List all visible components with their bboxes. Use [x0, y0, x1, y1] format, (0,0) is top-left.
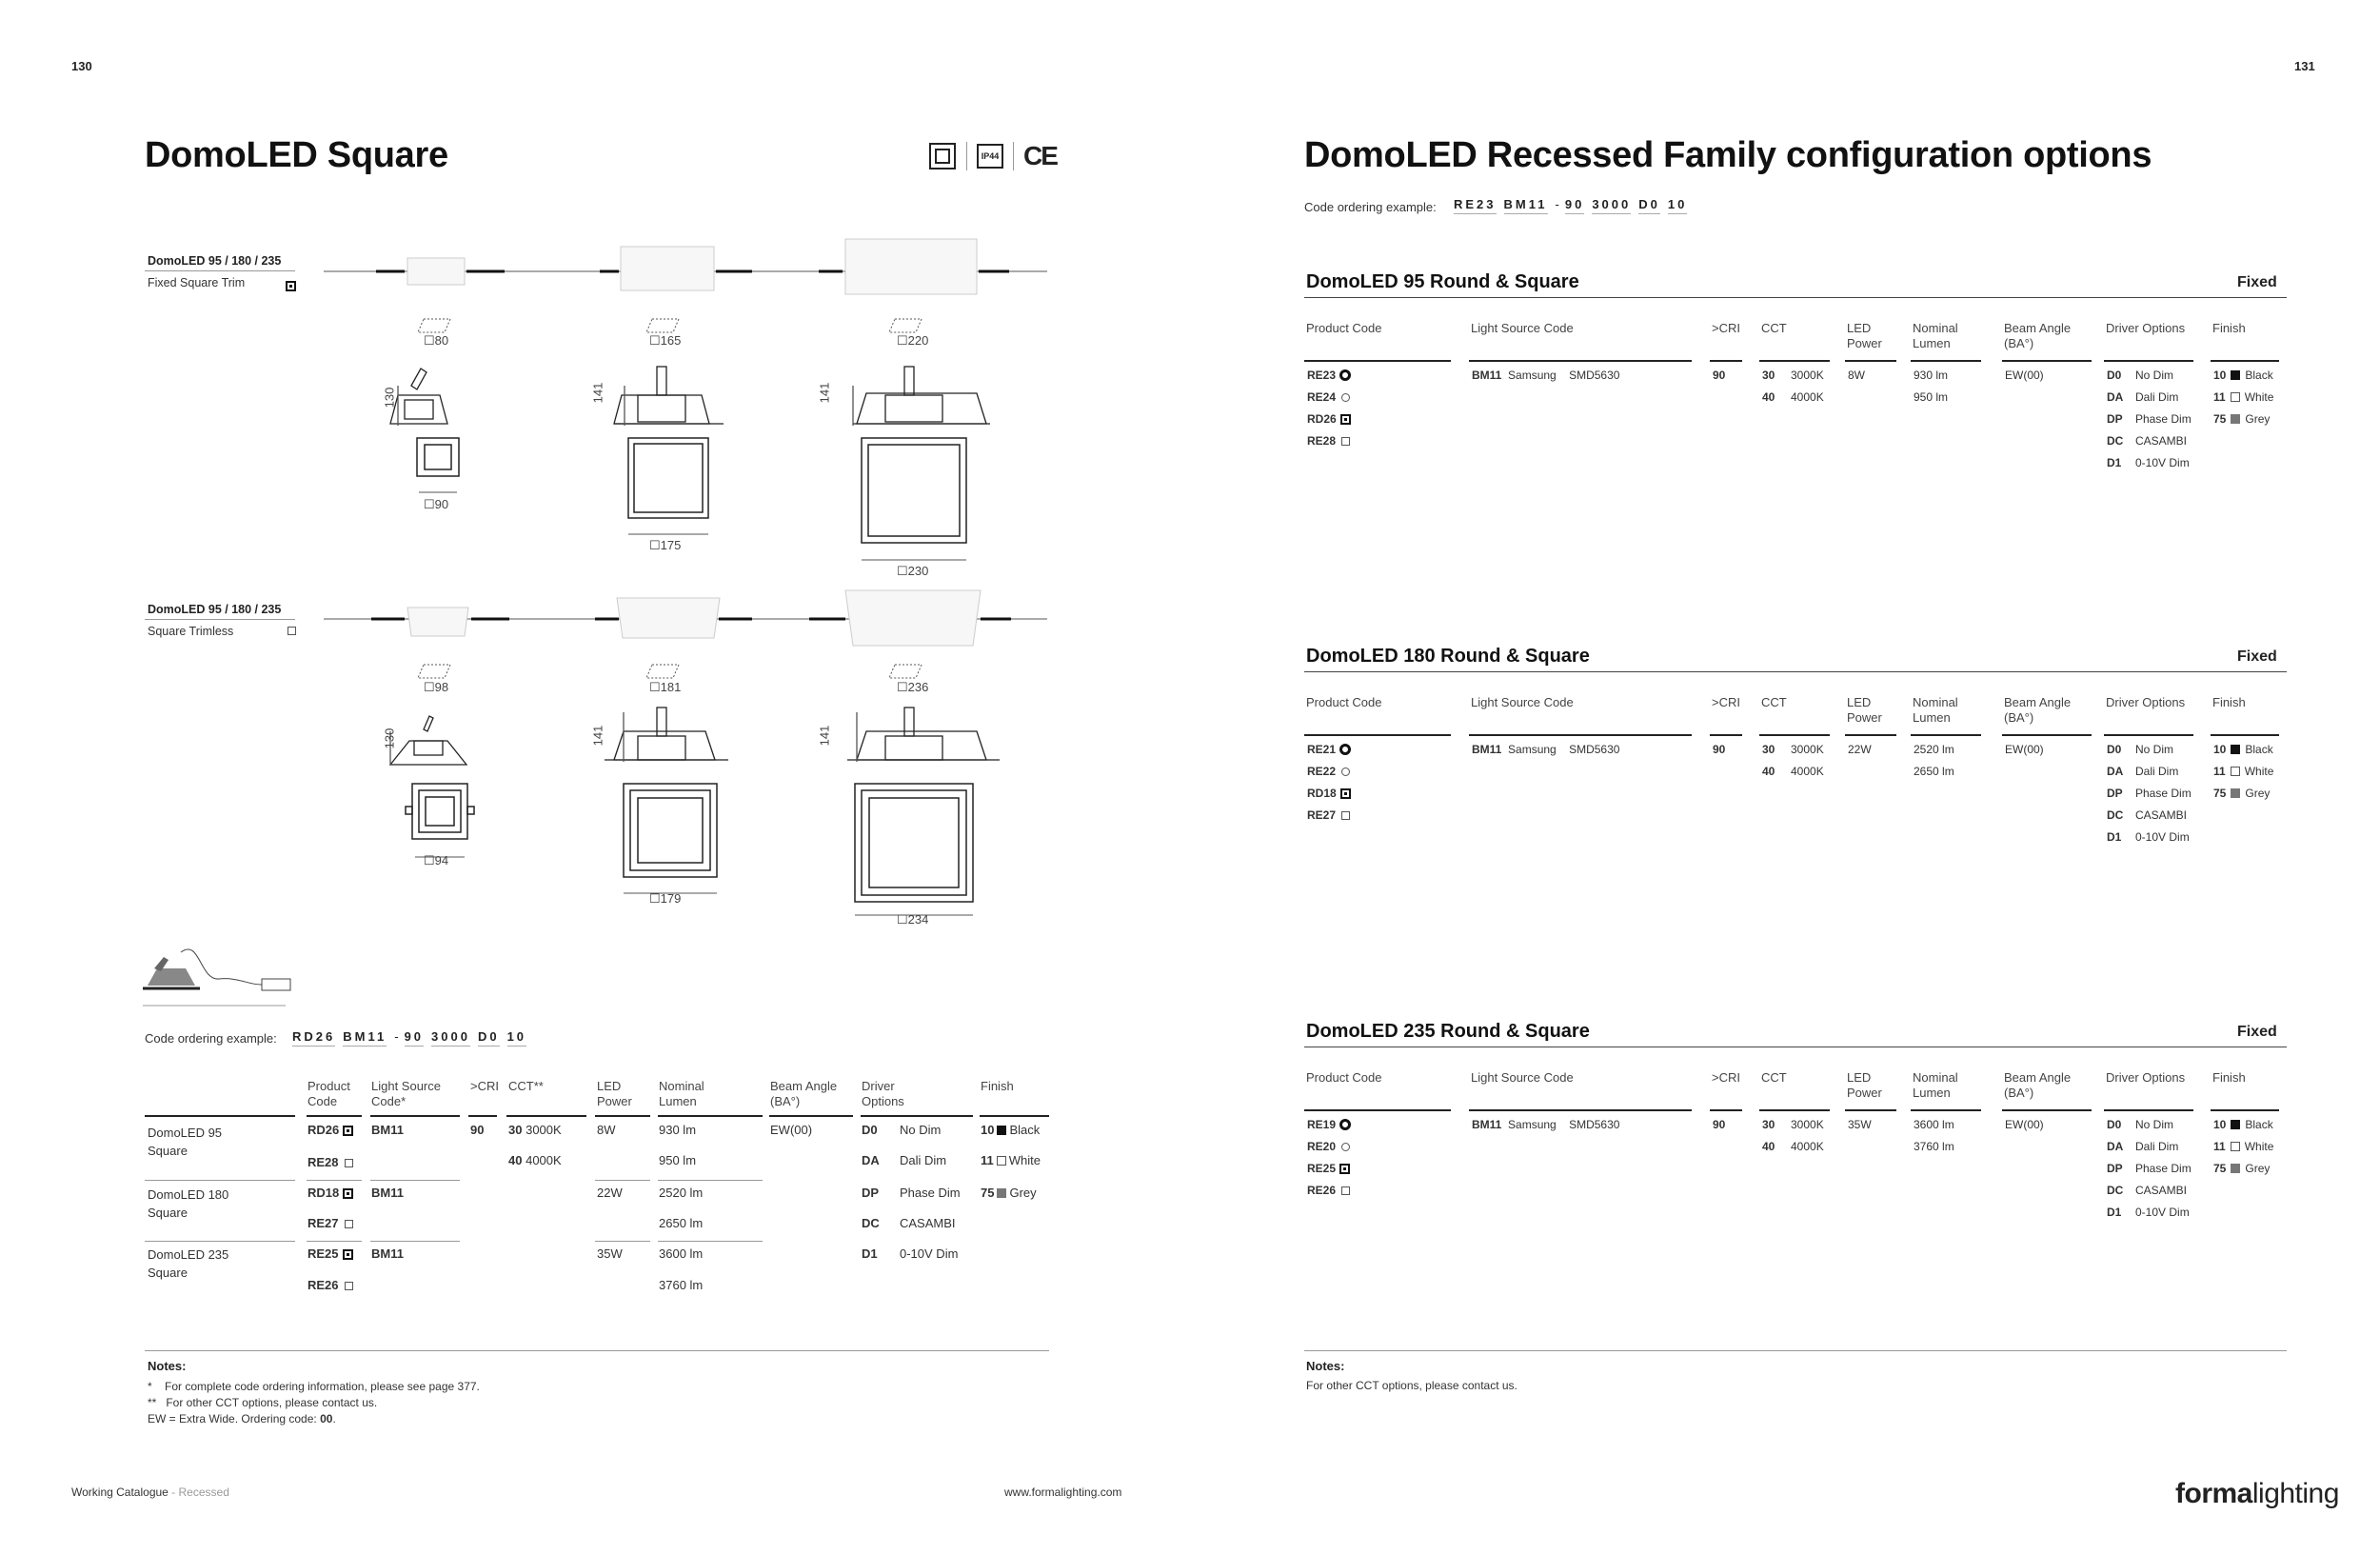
dim2-h3: 141 — [817, 725, 832, 747]
dim2-w1: ☐94 — [424, 853, 449, 867]
driver-option: D0 No Dim — [2107, 743, 2174, 756]
square-icon — [1340, 788, 1351, 799]
code-label-right: Code ordering example: — [1304, 200, 1437, 214]
light-source: BM11 Samsung SMD5630 — [1472, 369, 1620, 382]
beam-angle: EW(00) — [2005, 1118, 2044, 1131]
beam-angle: EW(00) — [2005, 743, 2044, 756]
black-swatch — [2231, 745, 2240, 754]
code-part: RE23 — [1454, 197, 1497, 214]
lh-cri: >CRI — [470, 1079, 499, 1093]
product1-name: DomoLED 95 / 180 / 235 — [148, 254, 282, 268]
dim1-c: ☐220 — [897, 333, 929, 348]
square-trim-icon — [343, 1188, 353, 1199]
code-part: BM11 — [1504, 197, 1548, 214]
row-family: DomoLED 235 Square — [148, 1247, 229, 1280]
fixed-label: Fixed — [2237, 648, 2277, 665]
page-number-left: 130 — [71, 59, 92, 73]
led-power: 22W — [1848, 743, 1872, 756]
finish-option: 11 White — [2213, 1140, 2274, 1153]
black-swatch — [2231, 370, 2240, 380]
ce-icon: CE — [1023, 141, 1057, 170]
square-trim-icon — [343, 1249, 353, 1260]
lumen: 2520 lm — [659, 1186, 704, 1200]
finish-option: 10 Black — [2213, 743, 2273, 756]
product-code: RE23 — [1307, 369, 1351, 382]
cct-value: 40 4000K — [1762, 1140, 1824, 1153]
product-code: RE28 — [307, 1155, 353, 1169]
product-code: RD26 — [307, 1123, 353, 1137]
product-code: RE22 — [1307, 765, 1350, 778]
table-header: LED Power — [1847, 1070, 1882, 1100]
table-header: Beam Angle (BA°) — [2004, 1070, 2072, 1100]
dim2-a: ☐98 — [424, 680, 449, 694]
code-dash: - — [1555, 197, 1559, 211]
driver-option: D1 0-10V Dim — [2107, 1206, 2190, 1219]
lh-finish: Finish — [981, 1079, 1014, 1093]
lumen: 3760 lm — [659, 1278, 704, 1292]
product-code: RE28 — [1307, 434, 1350, 448]
product-code: RE26 — [1307, 1184, 1350, 1197]
table-header: >CRI — [1712, 321, 1740, 335]
table-header: Light Source Code — [1471, 695, 1574, 709]
cct-value: 30 3000K — [1762, 369, 1824, 382]
round-icon — [1339, 744, 1351, 755]
driver-option: D0 No Dim — [2107, 369, 2174, 382]
lumen: 950 lm — [1914, 390, 1949, 404]
white-swatch — [2231, 767, 2240, 776]
code-part: 90 — [405, 1029, 424, 1047]
dim1-b: ☐165 — [649, 333, 682, 348]
installation-sketch — [143, 943, 295, 1009]
cri-value: 90 — [1713, 1118, 1726, 1131]
driver-option: D1 0-10V Dim — [862, 1246, 959, 1261]
lumen: 2520 lm — [1914, 743, 1954, 756]
round-icon — [1341, 393, 1350, 402]
code-part: 90 — [1565, 197, 1584, 214]
lh-light-source: Light Source Code* — [371, 1079, 441, 1108]
round-icon — [1341, 1143, 1350, 1151]
driver-option: DC CASAMBI — [2107, 808, 2188, 822]
cri-value: 90 — [470, 1123, 485, 1137]
cct-value: 30 3000K — [1762, 743, 1824, 756]
table-header: Beam Angle (BA°) — [2004, 695, 2072, 725]
driver-option: D1 0-10V Dim — [2107, 456, 2190, 469]
square-icon — [1339, 1164, 1350, 1174]
driver-option: D1 0-10V Dim — [2107, 830, 2190, 844]
ip44-icon: IP44 — [977, 144, 1003, 169]
square-icon — [1341, 437, 1350, 446]
square-icon — [1341, 811, 1350, 820]
white-swatch — [2231, 392, 2240, 402]
finish-option: 75 Grey — [2213, 412, 2271, 426]
lumen: 3600 lm — [659, 1246, 704, 1261]
lumen: 930 lm — [659, 1123, 697, 1137]
table-header: Finish — [2212, 1070, 2246, 1085]
product-code: RD26 — [1307, 412, 1351, 426]
dim1-h2: 141 — [590, 382, 605, 404]
product2-name: DomoLED 95 / 180 / 235 — [148, 603, 282, 616]
lh-lumen: Nominal Lumen — [659, 1079, 704, 1108]
cct-value: 40 4000K — [1762, 390, 1824, 404]
code-dash: - — [394, 1029, 399, 1044]
driver-option: D0 No Dim — [862, 1123, 942, 1137]
product-code: RE26 — [307, 1278, 353, 1292]
code-part: RD26 — [292, 1029, 335, 1047]
table-header: Nominal Lumen — [1913, 321, 1958, 350]
dim1-w1: ☐90 — [424, 497, 449, 511]
driver-option: DC CASAMBI — [2107, 1184, 2188, 1197]
product-code: RE24 — [1307, 390, 1350, 404]
beam-angle: EW(00) — [2005, 369, 2044, 382]
code-example-right — [1454, 197, 1695, 214]
row-family: DomoLED 180 Square — [148, 1187, 229, 1220]
beam-angle: EW(00) — [770, 1123, 813, 1137]
section-title: DomoLED 235 Round & Square — [1306, 1021, 1590, 1042]
table-header: Product Code — [1306, 1070, 1382, 1085]
driver-option: DC CASAMBI — [862, 1216, 956, 1230]
table-header: Product Code — [1306, 695, 1382, 709]
black-swatch — [997, 1126, 1006, 1135]
table-header: >CRI — [1712, 695, 1740, 709]
section-title: DomoLED 180 Round & Square — [1306, 646, 1590, 667]
code-part: 3000 — [431, 1029, 470, 1047]
dim2-b: ☐181 — [649, 680, 682, 694]
cri-value: 90 — [1713, 369, 1726, 382]
table-header: LED Power — [1847, 321, 1882, 350]
led-power: 8W — [1848, 369, 1865, 382]
dim1-a: ☐80 — [424, 333, 449, 348]
cct-value: 40 4000K — [1762, 765, 1824, 778]
lumen: 3760 lm — [1914, 1140, 1954, 1153]
lh-cct: CCT** — [508, 1079, 544, 1093]
dim1-w3: ☐230 — [897, 564, 929, 578]
lh-beam: Beam Angle (BA°) — [770, 1079, 838, 1108]
grey-swatch — [997, 1188, 1006, 1198]
lh-product-code: Product Code — [307, 1079, 350, 1108]
page-title-left: DomoLED Square — [145, 135, 448, 175]
dim2-h1: 130 — [382, 728, 397, 749]
section-title: DomoLED 95 Round & Square — [1306, 271, 1579, 292]
driver-option: DA Dali Dim — [2107, 1140, 2179, 1153]
dim2-h2: 141 — [590, 725, 605, 747]
square-trimless-icon — [345, 1159, 353, 1167]
round-icon — [1339, 1119, 1351, 1130]
lumen: 930 lm — [1914, 369, 1949, 382]
square-trim-icon — [286, 281, 296, 291]
code-part: D0 — [478, 1029, 500, 1047]
table-header: Driver Options — [2106, 695, 2186, 709]
notes-title-left: Notes: — [148, 1359, 187, 1373]
code-part: 3000 — [1592, 197, 1631, 214]
lumen: 2650 lm — [659, 1216, 704, 1230]
product-code: RE27 — [307, 1216, 353, 1230]
led-power: 35W — [597, 1246, 623, 1261]
driver-option: DP Phase Dim — [2107, 412, 2192, 426]
dim2-c: ☐236 — [897, 680, 929, 694]
round-icon — [1339, 369, 1351, 381]
product1-trim: Fixed Square Trim — [148, 276, 246, 289]
table-header: Product Code — [1306, 321, 1382, 335]
product-code: RD18 — [307, 1186, 353, 1200]
code-part: D0 — [1638, 197, 1660, 214]
light-source: BM11 Samsung SMD5630 — [1472, 743, 1620, 756]
product-code: RD18 — [1307, 787, 1351, 800]
finish-option: 11 White — [2213, 390, 2274, 404]
white-swatch — [2231, 1142, 2240, 1151]
dim2-w2: ☐179 — [649, 891, 682, 906]
cct-value: 30 3000K — [1762, 1118, 1824, 1131]
product1-drawings — [324, 233, 1057, 586]
grey-swatch — [2231, 414, 2240, 424]
driver-option: DP Phase Dim — [2107, 787, 2192, 800]
led-power: 8W — [597, 1123, 616, 1137]
lh-led-power: LED Power — [597, 1079, 632, 1108]
table-header: Light Source Code — [1471, 1070, 1574, 1085]
round-icon — [1341, 768, 1350, 776]
dim1-h1: 130 — [382, 387, 397, 409]
table-header: Nominal Lumen — [1913, 1070, 1958, 1100]
class-ii-icon — [928, 142, 957, 170]
square-icon — [1341, 1186, 1350, 1195]
code-part: 10 — [1668, 197, 1687, 214]
table-header: CCT — [1761, 321, 1787, 335]
lumen: 3600 lm — [1914, 1118, 1954, 1131]
code-example-left — [292, 1029, 534, 1047]
led-power: 35W — [1848, 1118, 1872, 1131]
product2-drawings — [324, 588, 1057, 931]
square-trimless-icon — [288, 627, 296, 635]
product-code: RE20 — [1307, 1140, 1350, 1153]
cert-icons — [928, 141, 1057, 171]
page-number-right: 131 — [2294, 59, 2315, 73]
page-title-right: DomoLED Recessed Family configuration options — [1304, 135, 2152, 175]
led-power: 22W — [597, 1186, 623, 1200]
table-header: Finish — [2212, 695, 2246, 709]
driver-option: DA Dali Dim — [862, 1153, 947, 1167]
driver-option: DA Dali Dim — [2107, 390, 2179, 404]
table-header: Nominal Lumen — [1913, 695, 1958, 725]
cct-value: 30 3000K — [508, 1123, 562, 1137]
cct-value: 40 4000K — [508, 1153, 562, 1167]
table-header: Driver Options — [2106, 321, 2186, 335]
cri-value: 90 — [1713, 743, 1726, 756]
code-part: 10 — [507, 1029, 526, 1047]
footer-url[interactable]: www.formalighting.com — [1004, 1485, 1122, 1499]
product-code: RE27 — [1307, 808, 1350, 822]
square-trimless-icon — [345, 1282, 353, 1290]
driver-option: DP Phase Dim — [2107, 1162, 2192, 1175]
footer-left: Working Catalogue - Recessed — [71, 1485, 229, 1499]
finish-option: 10 Black — [2213, 369, 2273, 382]
table-header: >CRI — [1712, 1070, 1740, 1085]
table-header: Light Source Code — [1471, 321, 1574, 335]
notes-title-right: Notes: — [1306, 1359, 1345, 1373]
grey-swatch — [2231, 788, 2240, 798]
white-swatch — [997, 1156, 1006, 1166]
finish-option: 10 Black — [981, 1123, 1041, 1137]
light-source-code: BM11 — [371, 1246, 404, 1261]
product-code: RE25 — [307, 1246, 353, 1261]
product-code: RE19 — [1307, 1118, 1351, 1131]
product-code: RE25 — [1307, 1162, 1350, 1175]
notes-list-left: * For complete code ordering information, please see page 377. ** For other CCT options, please contact us. EW = Extra Wide. Ordering code: 00. — [148, 1380, 480, 1425]
square-trimless-icon — [345, 1220, 353, 1228]
code-part: BM11 — [343, 1029, 387, 1047]
square-icon — [1340, 414, 1351, 425]
light-source-code: BM11 — [371, 1123, 404, 1137]
lh-driver: Driver Options — [862, 1079, 904, 1108]
black-swatch — [2231, 1120, 2240, 1129]
table-header: Finish — [2212, 321, 2246, 335]
finish-option: 75 Grey — [981, 1186, 1037, 1200]
driver-option: D0 No Dim — [2107, 1118, 2174, 1131]
light-source: BM11 Samsung SMD5630 — [1472, 1118, 1620, 1131]
dim1-h3: 141 — [817, 382, 832, 404]
product2-trim: Square Trimless — [148, 625, 234, 638]
table-header: CCT — [1761, 695, 1787, 709]
finish-option: 11 White — [2213, 765, 2274, 778]
finish-option: 10 Black — [2213, 1118, 2273, 1131]
driver-option: DA Dali Dim — [2107, 765, 2179, 778]
table-header: LED Power — [1847, 695, 1882, 725]
lumen: 2650 lm — [1914, 765, 1954, 778]
light-source-code: BM11 — [371, 1186, 404, 1200]
square-trim-icon — [343, 1126, 353, 1136]
dim2-w3: ☐234 — [897, 912, 929, 927]
notes-right: For other CCT options, please contact us. — [1306, 1379, 1517, 1392]
dim1-w2: ☐175 — [649, 538, 682, 552]
lumen: 950 lm — [659, 1153, 697, 1167]
finish-option: 11 White — [981, 1153, 1041, 1167]
table-header: CCT — [1761, 1070, 1787, 1085]
driver-option: DP Phase Dim — [862, 1186, 961, 1200]
fixed-label: Fixed — [2237, 1024, 2277, 1040]
grey-swatch — [2231, 1164, 2240, 1173]
table-header: Beam Angle (BA°) — [2004, 321, 2072, 350]
row-family: DomoLED 95 Square — [148, 1126, 223, 1158]
brand-logo: formalighting — [2175, 1478, 2339, 1509]
table-header: Driver Options — [2106, 1070, 2186, 1085]
finish-option: 75 Grey — [2213, 787, 2271, 800]
fixed-label: Fixed — [2237, 274, 2277, 290]
product-code: RE21 — [1307, 743, 1351, 756]
code-label-left: Code ordering example: — [145, 1031, 277, 1046]
finish-option: 75 Grey — [2213, 1162, 2271, 1175]
driver-option: DC CASAMBI — [2107, 434, 2188, 448]
